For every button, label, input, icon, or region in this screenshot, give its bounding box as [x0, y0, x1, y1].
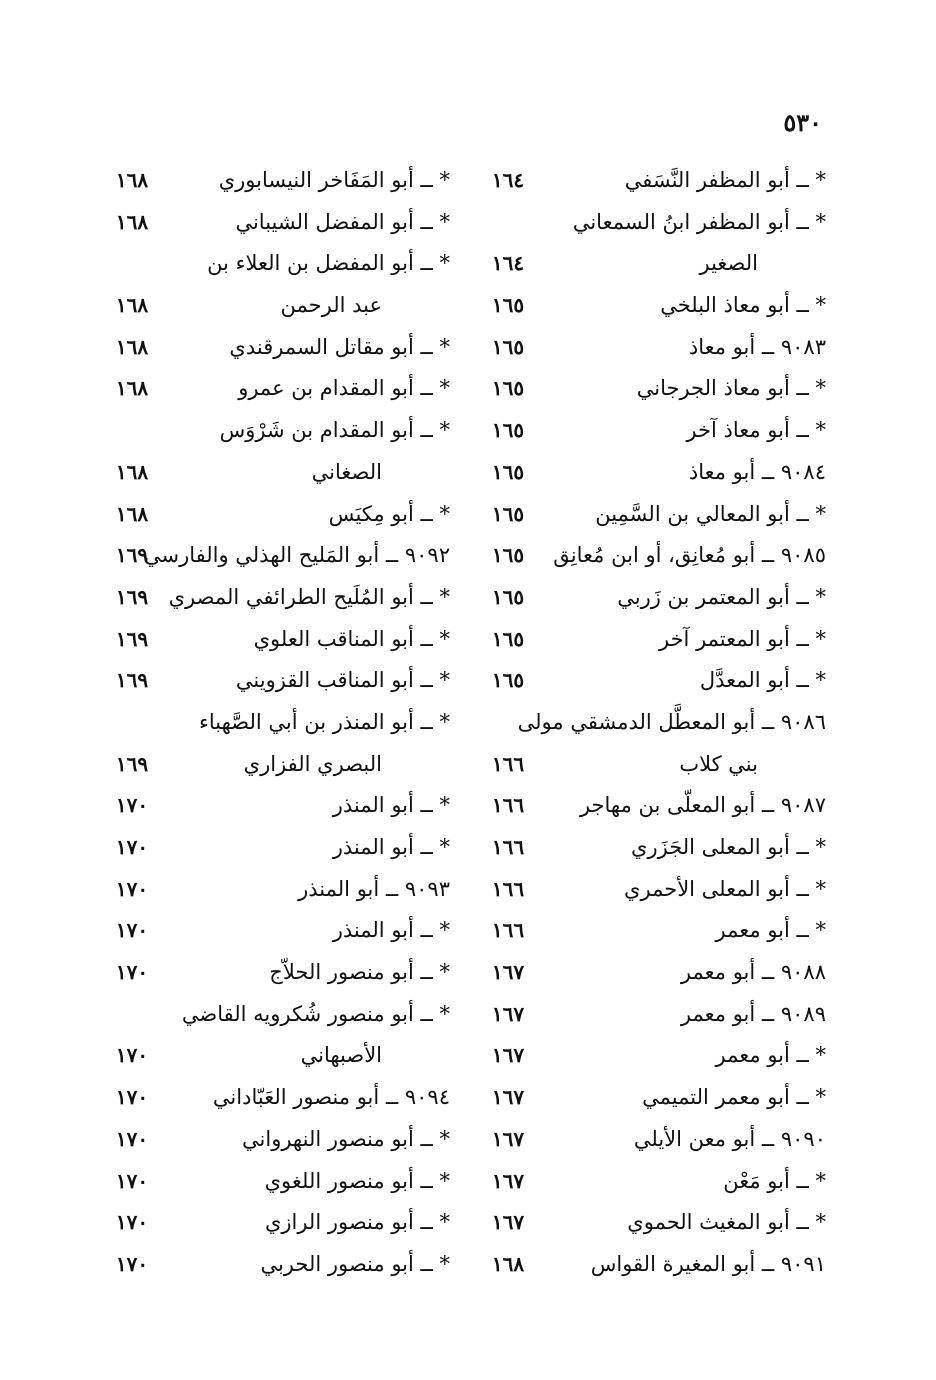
- entry-page-number: ١٦٥: [491, 293, 525, 318]
- entry-name: ٩٠٩٢ ــ أبو المَليح الهذلي والفارسي: [143, 543, 450, 568]
- index-entry: [110, 1119, 450, 1161]
- entry-name: * ــ أبو المنذر بن أبي الصَّهباء: [198, 709, 450, 734]
- index-entry: [486, 744, 826, 786]
- entry-page-number: ١٦٦: [491, 793, 525, 818]
- index-entry: [110, 952, 450, 994]
- entry-page-number: ١٦٧: [491, 1210, 525, 1235]
- entry-page-number: ١٧٠: [115, 1043, 149, 1068]
- entry-page-number: ١٧٠: [115, 918, 149, 943]
- entry-name: عبد الرحمن: [280, 293, 382, 318]
- entry-page-number: ١٦٩: [115, 668, 149, 693]
- entry-name: * ــ أبو منصور الحلاّج: [269, 960, 450, 985]
- entry-page-number: ١٦٧: [491, 1001, 525, 1026]
- index-entry: [110, 327, 450, 369]
- index-entry: [110, 1244, 450, 1286]
- entry-name: الصغاني: [311, 459, 382, 484]
- entry-name: ٩٠٨٧ ــ أبو المعلّى بن مهاجر: [579, 793, 826, 818]
- entry-page-number: ١٦٧: [491, 1168, 525, 1193]
- index-entry: [110, 619, 450, 661]
- entry-page-number: ١٦٥: [491, 584, 525, 609]
- entry-page-number: ١٧٠: [115, 960, 149, 985]
- entry-page-number: ١٦٩: [115, 584, 149, 609]
- index-entry: [110, 785, 450, 827]
- index-entry: [110, 535, 450, 577]
- entry-page-number: ١٦٥: [491, 418, 525, 443]
- entry-name: ٩٠٩١ ــ أبو المغيرة القواس: [590, 1251, 826, 1276]
- index-entry: [110, 994, 450, 1036]
- entry-name: * ــ أبو منصور الحربي: [260, 1251, 450, 1276]
- entry-name: ٩٠٨٨ ــ أبو معمر: [680, 960, 826, 985]
- index-entry: [110, 285, 450, 327]
- entry-name: ٩٠٨٩ ــ أبو معمر: [680, 1001, 826, 1026]
- index-entry: [486, 910, 826, 952]
- entry-name: * ــ أبو معاذ البلخي: [660, 293, 826, 318]
- entry-page-number: ١٦٨: [115, 376, 149, 401]
- entry-page-number: ١٦٧: [491, 1085, 525, 1110]
- entry-page-number: ١٧٠: [115, 1251, 149, 1276]
- entry-name: * ــ أبو المنذر: [332, 918, 450, 943]
- index-entry: [486, 994, 826, 1036]
- entry-page-number: ١٦٥: [491, 459, 525, 484]
- entry-name: * ــ أبو المعلى الجَزَري: [631, 835, 826, 859]
- entry-name: * ــ أبو معاذ الجرجاني: [636, 376, 826, 401]
- index-entry: [486, 535, 826, 577]
- entry-page-number: ١٦٧: [491, 1126, 525, 1151]
- index-entry: [486, 368, 826, 410]
- entry-page-number: ١٦٥: [491, 501, 525, 526]
- entry-page-number: ١٦٥: [491, 668, 525, 693]
- entry-name: * ــ أبو المعتمر بن زَربي: [617, 584, 826, 609]
- index-entry: [486, 869, 826, 911]
- index-entry: [110, 660, 450, 702]
- index-entry: [486, 160, 826, 202]
- index-entry: [110, 494, 450, 536]
- entry-name: البصري الفزاري: [243, 751, 382, 776]
- entry-name: * ــ أبو المناقب القزويني: [235, 668, 450, 693]
- entry-name: * ــ أبو معمر التميمي: [642, 1085, 826, 1110]
- entry-page-number: ١٦٧: [491, 1043, 525, 1068]
- entry-name: * ــ أبو المعلى الأحمري: [624, 876, 826, 901]
- index-entry: [486, 410, 826, 452]
- index-entry: [486, 285, 826, 327]
- index-entry: [110, 869, 450, 911]
- index-entry: [110, 744, 450, 786]
- entry-name: بني كلاب: [679, 751, 758, 776]
- entry-name: * ــ أبو المفضل بن العلاء بن: [207, 251, 450, 276]
- entry-page-number: ١٦٨: [115, 293, 149, 318]
- entry-page-number: ١٧٠: [115, 1126, 149, 1151]
- entry-name: * ــ أبو المنذر: [332, 793, 450, 818]
- entry-name: * ــ أبو منصور اللغوي: [264, 1168, 450, 1193]
- entry-name: * ــ أبو منصور الرازي: [264, 1210, 450, 1235]
- entry-name: * ــ أبو المفضل الشيباني: [235, 209, 450, 234]
- entry-name: ٩٠٩٠ ــ أبو معن الأيلي: [633, 1126, 826, 1151]
- index-entry: [486, 202, 826, 244]
- entry-page-number: ١٦٧: [491, 960, 525, 985]
- index-entry: [110, 1035, 450, 1077]
- entry-name: * ــ أبو المَفَاخر النيسابوري: [218, 168, 450, 192]
- entry-name: * ــ أبو منصور شُكرويه القاضي: [181, 1001, 450, 1026]
- entry-name: الصغير: [699, 251, 758, 276]
- index-entry: [486, 952, 826, 994]
- entry-page-number: ١٧٠: [115, 876, 149, 901]
- entry-name: * ــ أبو المقدام بن عمرو: [238, 376, 450, 401]
- page-number: ٥٣٠: [783, 108, 822, 137]
- entry-name: ٩٠٩٣ ــ أبو المنذر: [298, 876, 450, 901]
- entry-page-number: ١٦٩: [115, 751, 149, 776]
- index-entry: [110, 910, 450, 952]
- index-entry: [486, 452, 826, 494]
- entry-name: * ــ أبو معمر: [715, 1043, 826, 1068]
- entry-name: * ــ أبو منصور النهرواني: [242, 1126, 450, 1151]
- entry-name: ٩٠٨٣ ــ أبو معاذ: [688, 334, 826, 359]
- entry-page-number: ١٧٠: [115, 1210, 149, 1235]
- entry-page-number: ١٧٠: [115, 1085, 149, 1110]
- entry-name: ٩٠٨٤ ــ أبو معاذ: [688, 459, 826, 484]
- index-entry: [486, 1077, 826, 1119]
- entry-name: * ــ أبو المقدام بن شَرْوَس: [219, 418, 450, 443]
- entry-name: * ــ أبو المعدَّل: [699, 668, 826, 693]
- index-entry: [486, 1244, 826, 1286]
- entry-page-number: ١٦٥: [491, 543, 525, 568]
- entry-page-number: ١٦٦: [491, 835, 525, 859]
- entry-name: * ــ أبو معمر: [715, 918, 826, 943]
- entry-page-number: ١٦٩: [115, 543, 149, 568]
- entry-name: * ــ أبو المظفر ابنُ السمعاني: [572, 209, 826, 234]
- entry-name: ٩٠٨٦ ــ أبو المعطَّل الدمشقي مولى: [517, 709, 826, 734]
- entry-name: ٩٠٩٤ ــ أبو منصور العَبّاداني: [212, 1085, 450, 1110]
- index-entry: [486, 243, 826, 285]
- entry-name: * ــ أبو معاذ آخر: [686, 418, 826, 443]
- index-entry: [486, 702, 826, 744]
- index-entry: [110, 1077, 450, 1119]
- entry-name: الأصبهاني: [300, 1043, 382, 1068]
- index-entry: [486, 827, 826, 869]
- entry-name: * ــ أبو المنذر: [332, 835, 450, 859]
- index-column-left: [110, 160, 450, 1286]
- entry-page-number: ١٦٤: [491, 251, 525, 276]
- index-entry: [110, 410, 450, 452]
- entry-page-number: ١٦٦: [491, 876, 525, 901]
- index-entry: [110, 368, 450, 410]
- index-entry: [486, 660, 826, 702]
- index-entry: [486, 619, 826, 661]
- entry-page-number: ١٦٦: [491, 751, 525, 776]
- entry-name: * ــ أبو مِكيَس: [328, 501, 450, 526]
- index-entry: [486, 1035, 826, 1077]
- index-entry: [110, 1161, 450, 1203]
- index-entry: [110, 160, 450, 202]
- entry-page-number: ١٧٠: [115, 835, 149, 859]
- entry-name: * ــ أبو المعتمر آخر: [658, 626, 826, 651]
- entry-name: ٩٠٨٥ ــ أبو مُعانِق، أو ابن مُعانِق: [553, 543, 826, 568]
- entry-name: * ــ أبو المظفر النَّسَفي: [624, 168, 826, 192]
- index-column-right: [486, 160, 826, 1286]
- entry-name: * ــ أبو المناقب العلوي: [253, 626, 450, 651]
- index-entry: [110, 827, 450, 869]
- entry-name: * ــ أبو المعالي بن السَّمِين: [595, 501, 826, 526]
- index-entry: [110, 202, 450, 244]
- index-entry: [486, 1202, 826, 1244]
- index-entry: [110, 577, 450, 619]
- index-entry: [486, 1161, 826, 1203]
- entry-page-number: ١٦٨: [115, 501, 149, 526]
- entry-page-number: ١٦٨: [115, 168, 149, 192]
- index-entry: [486, 785, 826, 827]
- entry-page-number: ١٧٠: [115, 1168, 149, 1193]
- index-entry: [486, 577, 826, 619]
- entry-page-number: ١٧٠: [115, 793, 149, 818]
- index-entry: [486, 494, 826, 536]
- entry-page-number: ١٦٨: [491, 1251, 525, 1276]
- entry-page-number: ١٦٩: [115, 626, 149, 651]
- entry-page-number: ١٦٥: [491, 334, 525, 359]
- entry-page-number: ١٦٨: [115, 459, 149, 484]
- entry-page-number: ١٦٨: [115, 209, 149, 234]
- entry-page-number: ١٦٤: [491, 168, 525, 192]
- entry-page-number: ١٦٨: [115, 334, 149, 359]
- index-entry: [110, 702, 450, 744]
- index-entry: [110, 243, 450, 285]
- index-entry: [486, 1119, 826, 1161]
- entry-page-number: ١٦٦: [491, 918, 525, 943]
- index-entry: [110, 1202, 450, 1244]
- index-entry: [110, 452, 450, 494]
- entry-page-number: ١٦٥: [491, 376, 525, 401]
- entry-name: * ــ أبو مقاتل السمرقندي: [229, 334, 450, 359]
- entry-name: * ــ أبو المغيث الحموي: [627, 1210, 826, 1235]
- index-entry: [486, 327, 826, 369]
- entry-name: * ــ أبو المُلَيح الطرائفي المصري: [168, 584, 450, 609]
- entry-page-number: ١٦٥: [491, 626, 525, 651]
- entry-name: * ــ أبو مَعْن: [723, 1168, 826, 1193]
